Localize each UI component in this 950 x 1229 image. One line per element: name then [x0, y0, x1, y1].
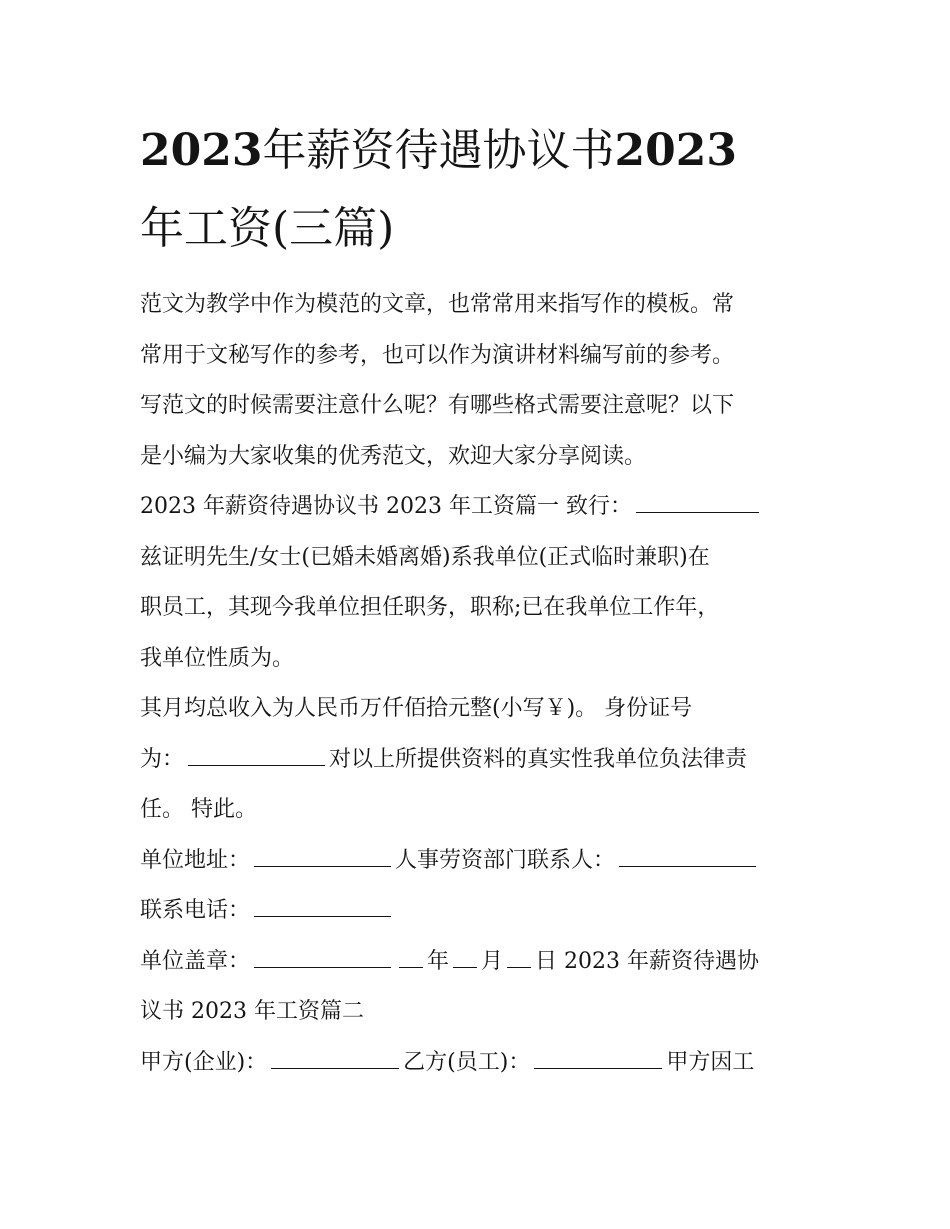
title-text-2: 年工资(三篇)	[140, 203, 395, 254]
body-line-5	[140, 482, 820, 533]
phone-label: 联系电话：	[140, 898, 251, 923]
body-line-2: 常用于文秘写作的参考，也可以作为演讲材料编写前的参考。	[140, 342, 735, 368]
seal-label: 单位盖章：	[140, 948, 251, 974]
body-line-10	[140, 735, 820, 786]
body-line-8: 我单位性质为。	[140, 645, 295, 671]
blank-party-a	[271, 1050, 399, 1069]
document-page	[140, 112, 820, 1088]
blank-phone	[254, 898, 391, 917]
body-line-9: 其月均总收入为人民币万仟佰拾元整(小写￥)。 身份证号	[140, 696, 693, 721]
hr-contact-label: 人事劳资部门联系人：	[395, 847, 616, 873]
body-line-11: 任。 特此。	[140, 797, 257, 822]
month-label: 月	[481, 948, 504, 974]
blank-hr-contact	[619, 848, 756, 867]
body-line-13	[140, 886, 820, 937]
blank-address	[254, 848, 391, 867]
blank-seal	[254, 949, 391, 968]
body-line-7: 职员工，其现今我单位担任职务，职称;已在我单位工作年，	[140, 595, 720, 620]
blank-recipient	[636, 494, 759, 513]
body-line-16	[140, 1038, 820, 1089]
blank-day	[507, 949, 531, 968]
blank-id-number	[188, 747, 325, 766]
blank-year	[399, 949, 423, 968]
body-line-14	[140, 937, 820, 988]
continuation-text: 甲方因工	[666, 1049, 755, 1075]
title-text-1: 年薪资待遇协议书	[262, 125, 615, 176]
address-label: 单位地址：	[140, 847, 251, 873]
document-title	[140, 112, 820, 268]
body-line-15: 议书 2023 年工资篇二	[140, 999, 364, 1024]
section-one-heading: 2023 年薪资待遇协议书 2023 年工资篇一 致行：	[140, 494, 632, 519]
blank-month	[453, 949, 477, 968]
body-line-12	[140, 836, 820, 887]
id-number-label: 为：	[140, 746, 185, 772]
party-b-label: 乙方(员工)：	[403, 1049, 531, 1075]
body-line-1: 范文为教学中作为模范的文章，也常常用来指写作的模板。常	[140, 292, 735, 317]
liability-text: 对以上所提供资料的真实性我单位负法律责	[329, 746, 748, 772]
blank-party-b	[534, 1050, 662, 1069]
year-label: 年	[427, 948, 450, 974]
body-line-6: 兹证明先生/女士(已婚未婚离婚)系我单位(正式临时兼职)在	[140, 544, 710, 570]
title-year-1: 2023	[140, 125, 263, 176]
title-year-2: 2023	[614, 125, 737, 176]
day-and-section-two-heading: 日 2023 年薪资待遇协	[535, 948, 760, 974]
party-a-label: 甲方(企业)：	[140, 1049, 268, 1075]
body-line-3: 写范文的时候需要注意什么呢？有哪些格式需要注意呢？以下	[140, 393, 735, 418]
body-line-4: 是小编为大家收集的优秀范文，欢迎大家分享阅读。	[140, 443, 647, 469]
